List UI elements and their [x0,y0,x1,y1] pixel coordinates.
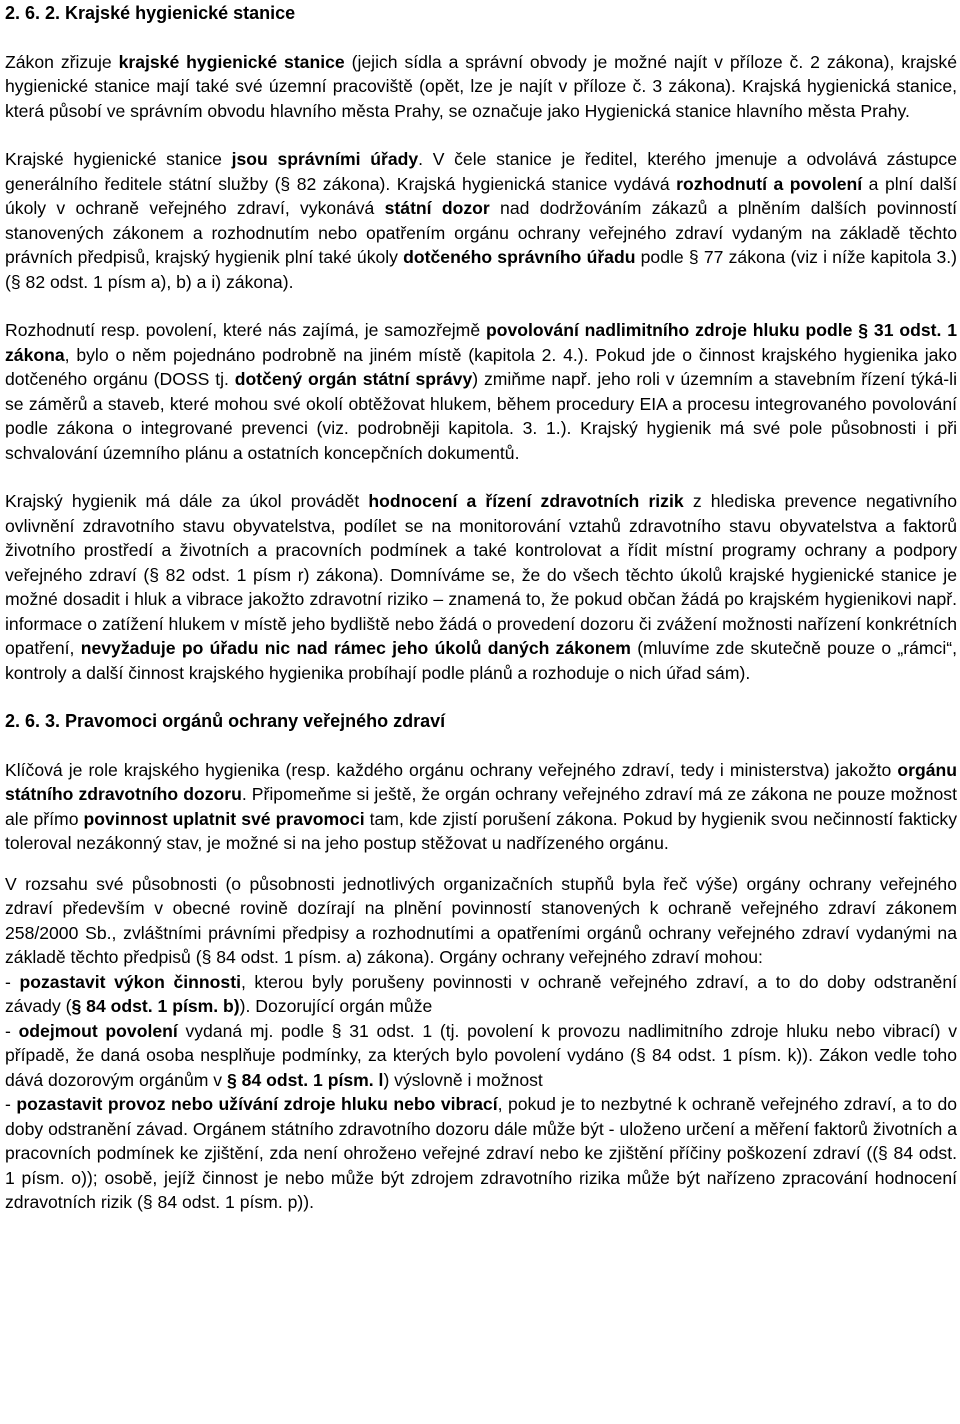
list-item-revoke-permit [5,1019,957,1093]
text-run: nad dodržováním zákazů a plněním dalších povinností stanovených zákonem a rozhodnutím nebo opatřením orgánu ochrany veřejného zdraví vydaným na základě těchto právních předpisů, krajský hygienik plní také úkoly [5,198,957,267]
bold-run: jsou správními úřady [231,149,419,169]
text-run: podle § 77 zákona (viz i níže kapitola 3.) (§ 82 odst. 1 písm a), b) a i) zákona). [5,247,957,292]
bold-run: § 84 odst. 1 písm. b) [71,996,240,1016]
text-run: tam, kde zjistí porušení zákona. Pokud by hygienik svou nečinností fakticky toleroval nezákonný stav, je možné si na jeho postup stěžovat u nadřízeného orgánu. [5,808,957,853]
bold-run: odejmout povolení [18,1020,178,1041]
bold-run: dotčený orgán státní správy [234,369,473,389]
bold-run: krajské hygienické stanice [118,51,345,72]
paragraph-health-risks [5,489,957,685]
section-heading-2-6-2: 2. 6. 2. Krajské hygienické stanice [5,3,296,23]
text-run: - [5,1094,17,1114]
list-item-suspend-noise-source [5,1092,957,1215]
text-run: Krajský hygienik má dále za úkol provádět [5,491,369,511]
text-run: , bylo o něm pojednáno podrobně na jiném místě (kapitola 2. 4.). Pokud jde o činnost krajského hygienika jako dotčeného orgánu (DOSS tj. [5,344,957,389]
paragraph-noise-permit [5,318,957,465]
bold-run: rozhodnutí a povolení [676,173,863,194]
text-run: . V čele stanice je ředitel, kterého jmenuje a odvolává zástupce generálního ředitele státní služby (§ 82 zákona). Krajská hygienická stanice vydává [5,149,958,194]
bold-run: státní dozor [384,198,490,218]
text-run: z hlediska prevence negativního ovlivnění zdravotního stavu obyvatelstva, podílet se na monitorování vztahů zdravotního stavu obyvatelstva a faktorů životního prostředí a životních a pracovních podmínek a také kontrolovat a řídit místní programy ochrany a podpory veřejného zdraví (§ 82 odst. 1 písm r) zákona). Domníváme se, že do všech těchto úkolů krajské hygienické stanice je možné dosadit i hluk a vibrace jakožto zdravotní riziko – znamená to, že pokud občan žádá po krajském hygienikovi např. informace o zatížení hlukem v místě jeho bydliště nebo žádá o provedení dozoru či zvážení možnosti nařízení konkrétních opatření, [5,491,957,658]
text-run: vydaná mj. podle § 31 odst. 1 (tj. povolení k provozu nadlimitního zdroje hluku nebo vibrací) v případě, že daná osoba nesplňuje podmínky, za kterých bylo povolení vydáno (§ 84 odst. 1 písm. k)). Zákon vedle toho dává dozorovým orgánům v [5,1020,958,1090]
bold-run: povolování nadlimitního zdroje hluku podle § 31 odst. 1 zákona [5,320,957,365]
text-run: Rozhodnutí resp. povolení, které nás zajímá, je samozřejmě [5,320,486,340]
text-run: ). Dozorující orgán může [239,996,433,1016]
section-heading-2-6-3: 2. 6. 3. Pravomoci orgánů ochrany veřejného zdraví [5,711,446,731]
bold-run: orgánu státního zdravotního dozoru [5,759,957,804]
text-run: , kterou byly porušeny povinnosti v ochraně veřejného zdraví, a to do doby odstranění závady ( [5,971,957,1016]
bold-run: dotčeného správního úřadu [403,247,636,267]
paragraph-administrative-authorities [5,147,957,294]
text-run: - [5,971,20,992]
text-run: , pokud je to nezbytné k ochraně veřejného zdraví, a to do doby odstranění závad. Orgánem státního zdravotního dozoru dále může být - uloženo určení a měření faktorů životních a pracovních podmínek ke zjištění, zda není ohrožено veřejné zdraví nebo ke zjištění příčiny poškození zdraví ((§ 84 odst. 1 písm. o)); osobě, jejíž činnost je nebo může být zdrojem zdravotního rizika může být nařízeno zpracování hodnocení zdravotních rizik (§ 84 odst. 1 písm. p)). [5,1094,958,1212]
text-run: ) zmiňme např. jeho roli v územním a stavebním řízení týká-li se záměrů a staveb, které mohou své okolí obtěžovat hlukem, během procedury EIA a procesu integrovaného povolování podle zákona o integrované prevenci (viz. podrobněji kapitola. 3. 1.). Krajský hygienik má své pole působnosti i při schvalování územního plánu a ostatních koncepčních dokumentů. [5,369,957,463]
text-run: . Připomeňme si ještě, že orgán ochrany veřejného zdraví má ze zákona ne pouze možnost ale přímo [5,784,957,829]
text-run: (mluvíme zde skutečně pouze o „rámci“, kontroly a další činnost krajského hygienika probíhají podle plánů a rozhoduje o nich úřad sám). [5,638,958,683]
bold-run: pozastavit provoz nebo užívání zdroje hluku nebo vibrací [16,1094,498,1114]
bold-run: hodnocení a řízení zdravotních rizik [368,491,684,511]
text-run: Klíčová je role krajského hygienika (resp. každého orgánu ochrany veřejného zdraví, tedy i ministerstva) jakožto [5,759,898,780]
bold-run: § 84 odst. 1 písm. l [226,1069,384,1090]
bold-run: pozastavit výkon činnosti [19,971,241,992]
bold-run: povinnost uplatnit své pravomoci [83,808,365,829]
text-run: V rozsahu své působnosti (o působnosti jednotlivých organizačních stupňů byla řeč výše) orgány ochrany veřejného zdraví především v obecné rovině dozírají na plnění povinností stanovených k ochraně veřejného zdraví zákonem 258/2000 Sb., zvláštními právními předpisy a rozhodnutími a opatřeními orgánů ochrany veřejného zdraví vydanými na základě těchto předpisů (§ 84 odst. 1 písm. a) zákona). Orgány ochrany veřejného zdraví mohou: [5,873,957,967]
text-run: ) výslovně i možnost [383,1069,543,1090]
bold-run: nevyžaduje po úřadu nic nad rámec jeho úkolů daných zákonem [80,638,631,658]
text-run: Zákon zřizuje [5,51,119,72]
paragraph-intro [5,50,957,124]
list-item-suspend-activity [5,970,957,1019]
text-run: - [5,1020,19,1041]
text-run: (jejich sídla a správní obvody je možné najít v příloze č. 2 zákona), krajské hygienické stanice mají také své územní pracoviště (opět, lze je najít v příloze č. 3 zákona). Krajská hygienická stanice, která působí ve správním obvodu hlavního města Prahy, se označuje jako Hygienická stanice hlavního města Prahy. [5,51,957,121]
text-run: Krajské hygienické stanice [5,149,232,169]
text-run: a plní další úkoly v ochraně veřejného zdraví, vykonává [5,173,957,218]
paragraph-supervision-role [5,758,957,856]
paragraph-scope [5,872,957,970]
